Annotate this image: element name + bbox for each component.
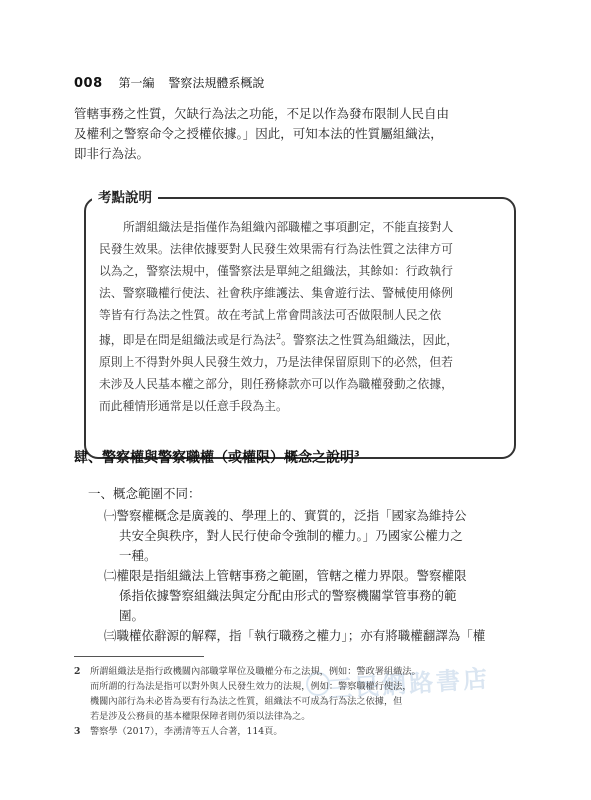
footnote-line <box>74 724 524 739</box>
text-line: 等皆有行為法之性質。故在考試上常會問該法可否做限制人民之依 <box>99 308 442 322</box>
footnote-number: 2 <box>74 666 81 677</box>
page-number: 008 <box>74 76 103 91</box>
list-item-line: 係指依據警察組織法與定分配由形式的警察機關掌管事務的範 <box>119 588 457 603</box>
footnote-line: 而所謂的行為法是指可以對外與人民發生效力的法規，例如：警察職權行使法， <box>90 681 412 692</box>
text-line: 民發生效果。法律依據要對人民發生效果需有行為法性質之法律方可 <box>99 242 453 256</box>
footnote-text: 所謂組織法是指行政機關內部職掌單位及職權分布之法規，例如：警政署組織法。 <box>90 666 421 677</box>
part-label: 第一編 <box>118 76 155 90</box>
footnote-divider <box>74 656 204 657</box>
text-line: 管轄事務之性質，欠缺行為法之功能，不足以作為發布限制人民自由 <box>74 106 450 121</box>
text-line: 所謂組織法是指僅作為組織內部職權之事項劃定，不能直接對人 <box>123 220 454 234</box>
list-item-first-line: ㈡權限是指組織法上管轄事務之範圍，管轄之權力界限。警察權限 <box>104 568 467 583</box>
section-heading <box>74 447 360 467</box>
list-item-first-line: ㈠警察權概念是廣義的、學理上的、實質的，泛指「國家為維持公 <box>104 508 467 523</box>
section-title-text: 肆、警察權與警察職權（或權限）概念之說明 <box>74 450 354 466</box>
intro-paragraph <box>74 104 524 164</box>
text-line: 而此種情形通常是以任意手段為主。 <box>99 398 288 413</box>
text-line <box>99 326 509 351</box>
text-line: 即非行為法。 <box>74 146 150 161</box>
footnote-line <box>74 664 524 679</box>
footnote-line: 若是涉及公務員的基本權限保障者則仍須以法律為之。 <box>90 711 311 722</box>
text-line: 原則上不得對外與人民發生效力，乃是法律保留原則下的必然，但若 <box>99 354 453 369</box>
running-header <box>74 74 264 91</box>
text-segment: 據，即是在問是組織法或是行為法 <box>99 332 276 347</box>
watermark: 三民網路書店 <box>327 664 491 704</box>
footnote-ref[interactable]: 3 <box>354 449 360 459</box>
item-list <box>104 506 504 646</box>
footnote-number: 3 <box>74 726 81 737</box>
exam-point-text <box>99 216 509 417</box>
list-item-line: 圍。 <box>119 608 145 623</box>
exam-point-label: 考點說明 <box>92 186 158 206</box>
footnote-line: 機關內部行為未必皆為要有行為法之性質，組織法不可成為行為法之依據，但 <box>90 696 403 707</box>
list-item-line: 共安全與秩序，對人民行使命令強制的權力。」乃國家公權力之 <box>119 528 463 543</box>
text-line: 未涉及人民基本權之部分，則任務條款亦可以作為職權發動之依據， <box>99 376 453 391</box>
footnote-ref[interactable]: 2 <box>275 332 282 341</box>
footnotes <box>74 664 524 739</box>
text-segment: 。警察法之性質為組織法，因此， <box>281 332 459 347</box>
subsection-heading: 一、概念範圍不同： <box>88 486 201 501</box>
list-item-line: 一種。 <box>119 548 157 563</box>
text-line: 法、警察職權行使法、社會秩序維護法、集會遊行法、警械使用條例 <box>99 286 453 300</box>
footnote-text: 警察學（2017），李湧清等五人合著，114頁。 <box>90 726 283 737</box>
text-line: 及權利之警察命令之授權依據。」因此，可知本法的性質屬組織法， <box>74 126 443 141</box>
list-item-first-line: ㈢職權依辭源的解釋，指「執行職務之權力」；亦有將職權翻譯為「權 <box>104 628 486 643</box>
chapter-title: 警察法規體系概說 <box>168 76 265 90</box>
text-line: 以為之，警察法規中，僅警察法是單純之組織法，其餘如：行政執行 <box>99 264 453 278</box>
